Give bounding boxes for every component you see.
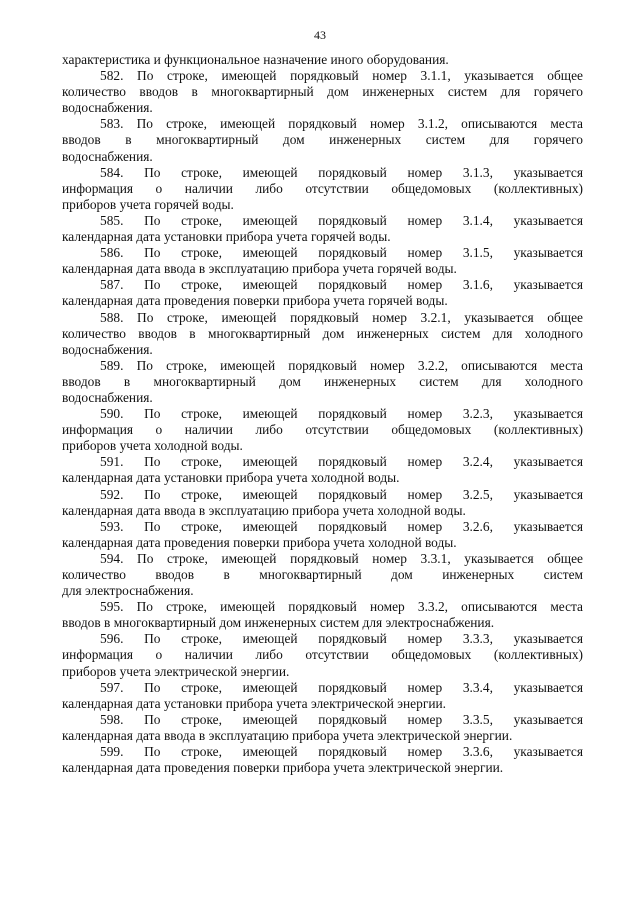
paragraph-line: 589. По строке, имеющей порядковый номер 3.2.2, описываются места: [100, 357, 583, 373]
paragraph-line: для электроснабжения.: [62, 583, 194, 599]
paragraph-p591: [62, 454, 583, 486]
paragraph-line: водоснабжения.: [62, 341, 153, 357]
paragraph-line: календарная дата проведения поверки прибора учета горячей воды.: [62, 293, 448, 309]
paragraph-line: 585. По строке, имеющей порядковый номер 3.1.4, указывается: [100, 212, 583, 228]
paragraph-p588: [62, 310, 583, 358]
paragraph-p584: [62, 165, 583, 213]
paragraph-line: календарная дата проведения поверки прибора учета холодной воды.: [62, 534, 457, 550]
paragraph-line: 593. По строке, имеющей порядковый номер 3.2.6, указывается: [100, 518, 583, 534]
paragraph-line: вводов в многоквартирный дом инженерных систем для электроснабжения.: [62, 615, 495, 631]
paragraph-line: информация о наличии либо отсутствии общедомовых (коллективных): [62, 422, 583, 438]
paragraph-line: вводов в многоквартирный дом инженерных систем для холодного: [62, 373, 583, 389]
paragraph-p597: [62, 680, 583, 712]
paragraph-line: информация о наличии либо отсутствии общедомовых (коллективных): [62, 180, 583, 196]
paragraph-line: 598. По строке, имеющей порядковый номер 3.3.5, указывается: [100, 711, 583, 727]
paragraph-p596: [62, 631, 583, 679]
paragraph-line: 587. По строке, имеющей порядковый номер 3.1.6, указывается: [100, 277, 583, 293]
paragraph-line: информация о наличии либо отсутствии общедомовых (коллективных): [62, 647, 583, 663]
document-body: [62, 52, 583, 776]
paragraph-p0: [62, 52, 583, 68]
paragraph-line: приборов учета электрической энергии.: [62, 663, 290, 679]
paragraph-line: 594. По строке, имеющей порядковый номер 3.3.1, указывается общее: [100, 550, 583, 566]
paragraph-line: 586. По строке, имеющей порядковый номер 3.1.5, указывается: [100, 245, 583, 261]
paragraph-p582: [62, 68, 583, 116]
paragraph-line: вводов в многоквартирный дом инженерных систем для горячего: [62, 132, 583, 148]
paragraph-line: 590. По строке, имеющей порядковый номер 3.2.3, указывается: [100, 406, 583, 422]
paragraph-p592: [62, 487, 583, 519]
paragraph-line: 588. По строке, имеющей порядковый номер 3.2.1, указывается общее: [100, 309, 583, 325]
paragraph-p590: [62, 406, 583, 454]
paragraph-line: календарная дата ввода в эксплуатацию прибора учета электрической энергии.: [62, 727, 513, 743]
paragraph-line: 591. По строке, имеющей порядковый номер 3.2.4, указывается: [100, 454, 583, 470]
paragraph-line: 599. По строке, имеющей порядковый номер 3.3.6, указывается: [100, 744, 583, 760]
paragraph-p586: [62, 245, 583, 277]
paragraph-line: количество вводов в многоквартирный дом инженерных систем: [62, 567, 583, 582]
paragraph-line: календарная дата установки прибора учета холодной воды.: [62, 470, 400, 486]
paragraph-line: приборов учета холодной воды.: [62, 438, 243, 454]
paragraph-line: 583. По строке, имеющей порядковый номер 3.1.2, описываются места: [100, 116, 583, 132]
paragraph-p589: [62, 358, 583, 406]
paragraph-p594: [62, 551, 583, 599]
paragraph-p593: [62, 519, 583, 551]
paragraph-line: календарная дата установки прибора учета горячей воды.: [62, 229, 391, 245]
paragraph-line: календарная дата проведения поверки прибора учета электрической энергии.: [62, 760, 504, 776]
paragraph-p598: [62, 712, 583, 744]
paragraph-line: водоснабжения.: [62, 148, 153, 164]
paragraph-line: календарная дата ввода в эксплуатацию прибора учета холодной воды.: [62, 502, 466, 518]
paragraph-line: 584. По строке, имеющей порядковый номер 3.1.3, указывается: [100, 164, 583, 180]
paragraph-line: количество вводов в многоквартирный дом инженерных систем для горячего: [62, 84, 583, 100]
paragraph-line: 582. По строке, имеющей порядковый номер 3.1.1, указывается общее: [100, 68, 583, 84]
paragraph-line: календарная дата установки прибора учета электрической энергии.: [62, 695, 446, 711]
paragraph-line: количество вводов в многоквартирный дом инженерных систем для холодного: [62, 325, 583, 341]
paragraph-p583: [62, 116, 583, 164]
paragraph-p585: [62, 213, 583, 245]
page-number: 43: [314, 28, 326, 42]
paragraph-line: календарная дата ввода в эксплуатацию прибора учета горячей воды.: [62, 261, 457, 277]
paragraph-line: 595. По строке, имеющей порядковый номер 3.3.2, описываются места: [100, 599, 583, 615]
paragraph-p595: [62, 599, 583, 631]
paragraph-line: водоснабжения.: [62, 389, 153, 405]
paragraph-p587: [62, 277, 583, 309]
paragraph-line: приборов учета горячей воды.: [62, 196, 234, 212]
paragraph-line: 592. По строке, имеющей порядковый номер 3.2.5, указывается: [100, 486, 583, 502]
paragraph-line: характеристика и функциональное назначение иного оборудования.: [62, 52, 449, 67]
paragraph-line: водоснабжения.: [62, 100, 153, 116]
paragraph-line: 597. По строке, имеющей порядковый номер 3.3.4, указывается: [100, 679, 583, 695]
paragraph-line: 596. По строке, имеющей порядковый номер 3.3.3, указывается: [100, 631, 583, 647]
paragraph-p599: [62, 744, 583, 776]
